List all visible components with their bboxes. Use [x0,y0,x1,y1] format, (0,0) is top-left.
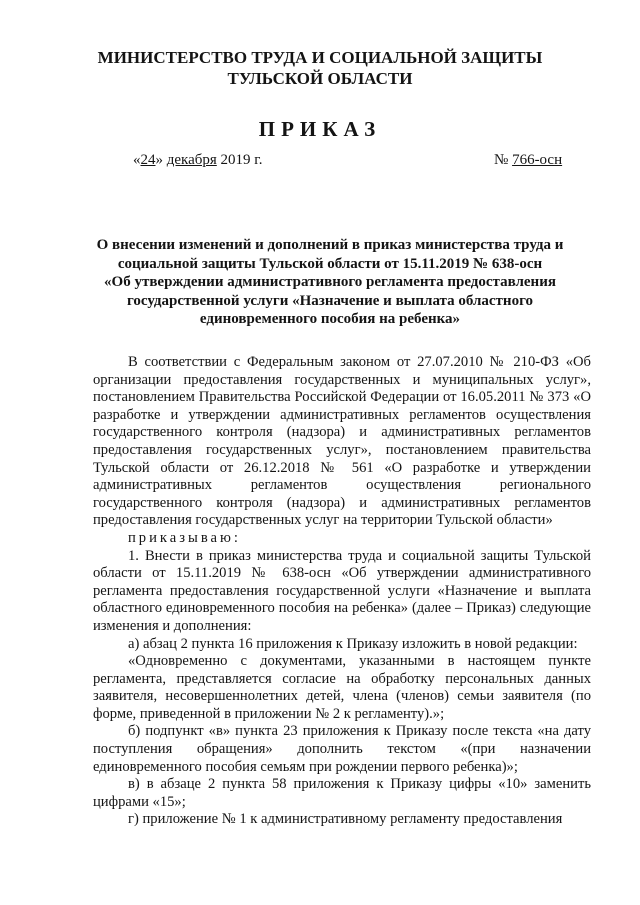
date-close-quote: » [155,152,163,168]
order-title: ПРИКАЗ [258,117,382,141]
order-number [494,152,562,169]
paragraph-item-b: б) подпункт «в» пункта 23 приложения к Приказу после текста «на дату поступления обращения» дополнить текстом «(при назначении единовременного пособия семьям при рождении первого ребенка)»; [93,723,591,775]
ministry-name-line-1: МИНИСТЕРСТВО ТРУДА И СОЦИАЛЬНОЙ ЗАЩИТЫ [97,48,543,67]
subject-line-2: социальной защиты Тульской области от 15.11.2019 № 638-осн [117,255,543,272]
paragraph-order-word: приказываю: [128,529,241,546]
number-prefix: № [494,152,509,168]
paragraph-new-wording: «Одновременно с документами, указанными в настоящем пункте регламента, представляется согласие на обработку персональных данных заявителя, несовершеннолетних детей, члена (членов) семьи заявителя (по форме, приведенной в приложении № 2 к регламенту).»; [93,653,591,722]
order-date [133,152,263,169]
paragraph-preamble: В соответствии с Федеральным законом от 27.07.2010 № 210-ФЗ «Об организации предоставления государственных и муниципальных услуг», постановлением Правительства Российской Федерации от 16.05.2011 № 373 «О разработке и утверждении административных регламентов осуществления государственного контроля (надзора) и административных регламентов предоставления государственных услуг», постановлением правительства Тульской области от 26.12.2018 № 561 «О разработке и утверждении административных регламентов осуществления регионального государственного контроля (надзора) и административных регламентов предоставления государственных услуг на территории Тульской области» [93,354,591,529]
paragraph-item-g: г) приложение № 1 к административному регламенту предоставления [128,811,563,828]
date-year: 2019 г. [220,152,263,168]
order-subject [70,236,590,329]
number-value: 766-осн [512,152,563,168]
subject-line-1: О внесении изменений и дополнений в приказ министерства труда и [96,237,564,253]
paragraph-item-v: в) в абзаце 2 пункта 58 приложения к Приказу цифры «10» заменить цифрами «15»; [93,776,591,810]
ministry-name-line-2: ТУЛЬСКОЙ ОБЛАСТИ [227,69,413,88]
date-day: 24 [140,152,156,168]
ministry-name [0,47,640,89]
subject-line-3: «Об утверждении административного регламента предоставления [104,274,556,290]
subject-line-5: единовременного пособия на ребенка» [199,311,461,327]
date-month: декабря [166,152,217,168]
paragraph-item-a: а) абзац 2 пункта 16 приложения к Приказу изложить в новой редакции: [128,635,578,652]
date-open-quote: « [133,152,141,168]
paragraph-item-1: 1. Внести в приказ министерства труда и социальной защиты Тульской области от 15.11.2019 № 638-осн «Об утверждении административного регламента предоставления государственной услуги «Назначение и выплата областного единовременного пособия на ребенка» (далее – Приказ) следующие изменения и дополнения: [93,547,591,634]
subject-line-4: государственной услуги «Назначение и выплата областного [126,292,534,309]
order-body [93,354,591,829]
